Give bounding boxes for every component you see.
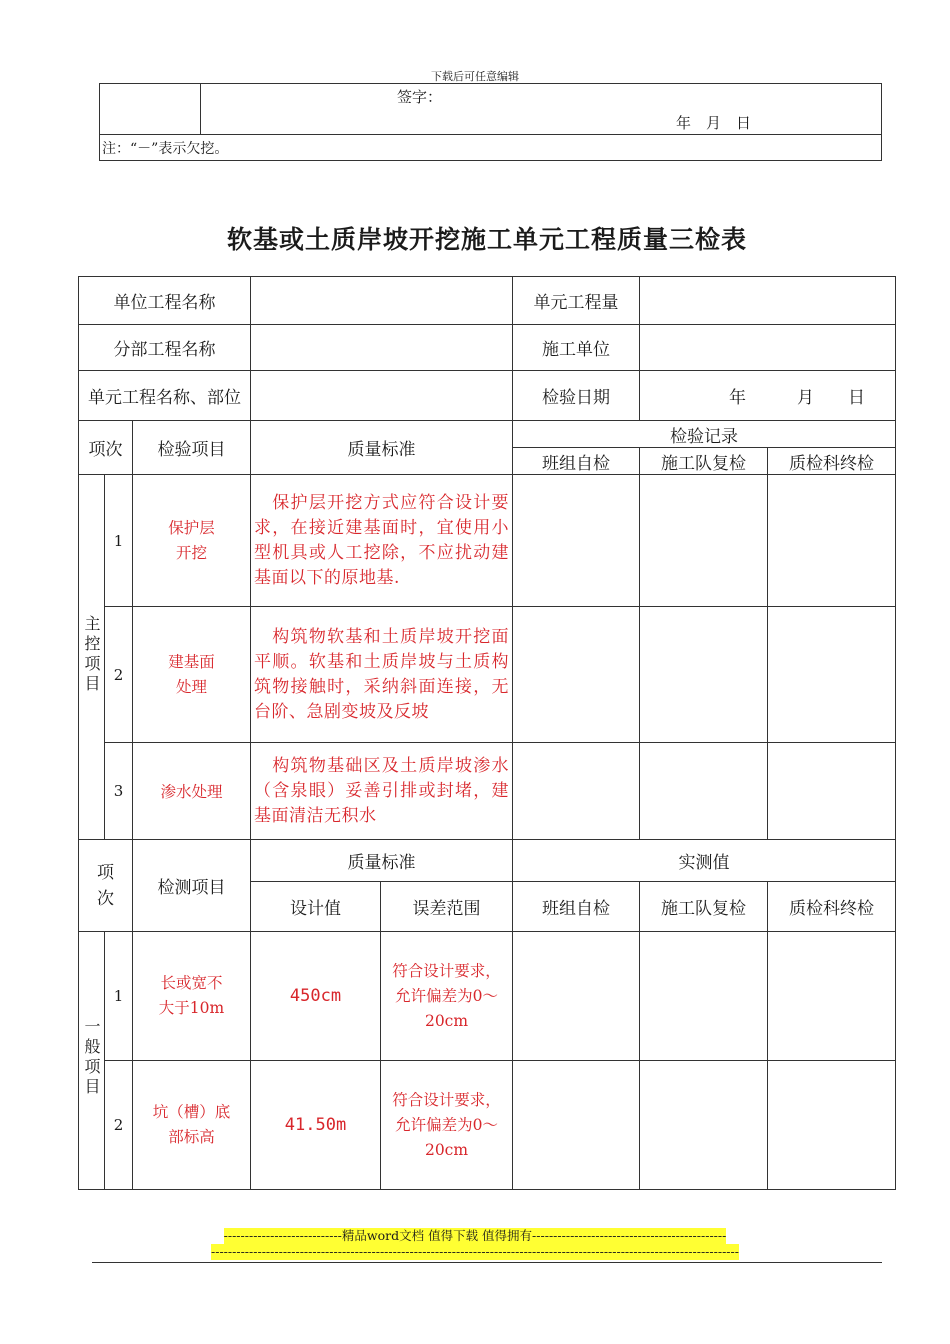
measure-item-no-header: 项次: [79, 840, 133, 932]
row-standard: 构筑物基础区及土质岸坡渗水（含泉眼）妥善引排或封堵，建基面清洁无积水: [251, 743, 513, 840]
row-item: 坑（槽）底部标高: [133, 1061, 251, 1190]
row-no: 2: [105, 607, 133, 743]
tolerance-value: 符合设计要求，允许偏差为0～20cm: [381, 1061, 513, 1190]
footer-banner: [0, 1228, 950, 1260]
inspection-table: [78, 276, 896, 1190]
inspect-date-value: 年 月 日: [640, 371, 896, 421]
sub-project-label: 分部工程名称: [79, 325, 251, 371]
row-no: 2: [105, 1061, 133, 1190]
unit-quantity-value: [640, 277, 896, 325]
qc-final-cell[interactable]: [768, 932, 896, 1061]
crew-recheck-header: 施工队复检: [640, 448, 768, 475]
inspect-item-header: 检验项目: [133, 421, 251, 475]
qc-final-cell[interactable]: [768, 607, 896, 743]
team-self-cell[interactable]: [513, 607, 640, 743]
general-row: [79, 932, 896, 1061]
inspect-date-label: 检验日期: [513, 371, 640, 421]
measure-team-self-header: 班组自检: [513, 882, 640, 932]
sign-cell: [201, 84, 882, 135]
row-standard: 构筑物软基和土质岸坡开挖面平顺。软基和土质岸坡与土质构筑物接触时，采纳斜面连接，无台阶、急剧变坡及反坡: [251, 607, 513, 743]
sign-table: [99, 83, 882, 161]
measure-qc-final-header: 质检科终检: [768, 882, 896, 932]
crew-recheck-cell[interactable]: [640, 607, 768, 743]
contractor-label: 施工单位: [513, 325, 640, 371]
team-self-header: 班组自检: [513, 448, 640, 475]
crew-recheck-cell[interactable]: [640, 743, 768, 840]
team-self-cell[interactable]: [513, 743, 640, 840]
sign-left-cell: [100, 84, 201, 135]
row-item: 渗水处理: [133, 743, 251, 840]
team-self-cell[interactable]: [513, 1061, 640, 1190]
general-row: [79, 1061, 896, 1190]
sub-project-value: [251, 325, 513, 371]
measured-header: 实测值: [513, 840, 896, 882]
tolerance-header: 误差范围: [381, 882, 513, 932]
row-item: 保护层开挖: [133, 475, 251, 607]
qc-final-cell[interactable]: [768, 1061, 896, 1190]
general-group: 一般项目: [79, 932, 105, 1190]
tolerance-value: 符合设计要求，允许偏差为0～20cm: [381, 932, 513, 1061]
design-value-header: 设计值: [251, 882, 381, 932]
page-title: 软基或土质岸坡开挖施工单元工程质量三检表: [226, 225, 747, 254]
design-value: 450cm: [251, 932, 381, 1061]
footer-line-1: ----------------------------精品word文档 值得下载 值得拥有----------------------------------------------: [223, 1228, 727, 1243]
design-value: 41.50m: [251, 1061, 381, 1190]
footer-line-2: -----------------------------------------------------------------------------------------------------------------------------: [211, 1244, 739, 1259]
measure-quality-std-header: 质量标准: [251, 840, 513, 882]
record-header: 检验记录: [513, 421, 896, 448]
row-item: 建基面处理: [133, 607, 251, 743]
contractor-value: [640, 325, 896, 371]
footer-divider: [92, 1262, 882, 1263]
crew-recheck-cell[interactable]: [640, 1061, 768, 1190]
sign-label: 签字：: [397, 88, 443, 106]
row-standard: 保护层开挖方式应符合设计要求，在接近建基面时，宜使用小型机具或人工挖除，不应扰动建基面以下的原地基.: [251, 475, 513, 607]
crew-recheck-cell[interactable]: [640, 475, 768, 607]
qc-final-cell[interactable]: [768, 743, 896, 840]
row-item: 长或宽不大于10m: [133, 932, 251, 1061]
unit-project-value: [251, 277, 513, 325]
main-control-group: 主控项目: [79, 475, 105, 840]
row-no: 1: [105, 475, 133, 607]
measure-item-header: 检测项目: [133, 840, 251, 932]
main-control-row: [79, 475, 896, 607]
crew-recheck-cell[interactable]: [640, 932, 768, 1061]
main-control-row: [79, 607, 896, 743]
qc-final-cell[interactable]: [768, 475, 896, 607]
qc-final-header: 质检科终检: [768, 448, 896, 475]
element-name-value: [251, 371, 513, 421]
unit-project-label: 单位工程名称: [79, 277, 251, 325]
unit-quantity-label: 单元工程量: [513, 277, 640, 325]
main-control-row: [79, 743, 896, 840]
row-no: 1: [105, 932, 133, 1061]
element-name-label: 单元工程名称、部位: [79, 371, 251, 421]
quality-std-header: 质量标准: [251, 421, 513, 475]
sign-date: 年 月 日: [676, 114, 752, 132]
page-header-note: 下载后可任意编辑: [431, 70, 519, 83]
item-no-header: 项次: [79, 421, 133, 475]
sign-note: 注：“－”表示欠挖。: [100, 135, 882, 161]
team-self-cell[interactable]: [513, 932, 640, 1061]
row-no: 3: [105, 743, 133, 840]
measure-crew-recheck-header: 施工队复检: [640, 882, 768, 932]
team-self-cell[interactable]: [513, 475, 640, 607]
